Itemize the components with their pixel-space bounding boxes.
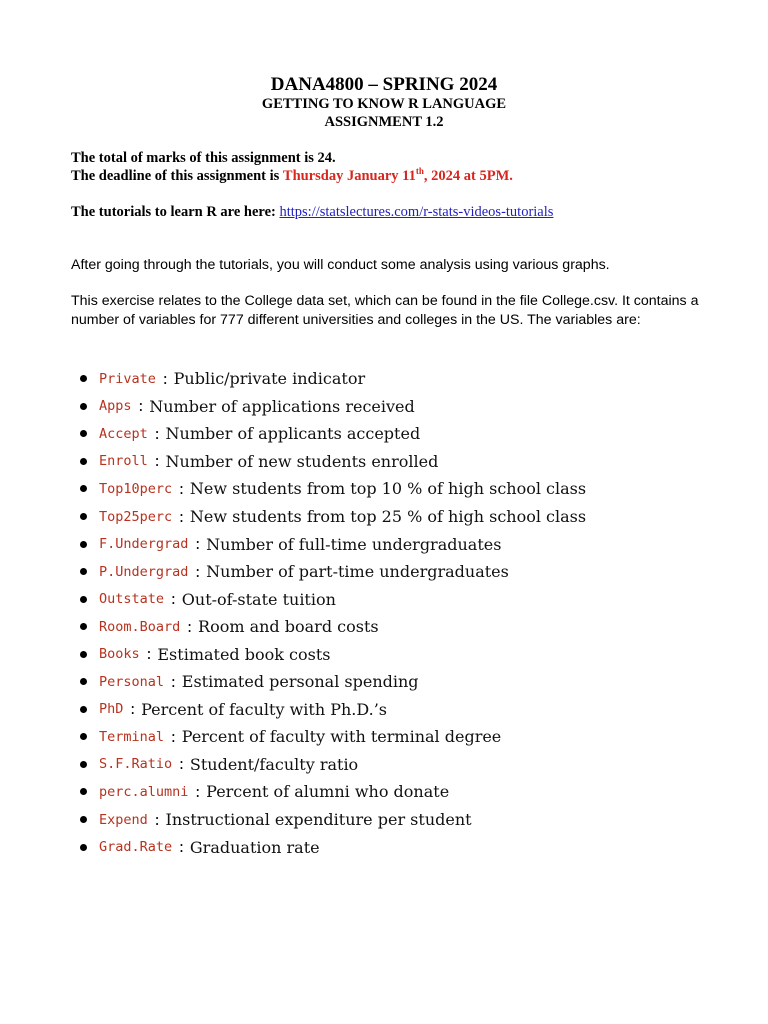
bullet-icon xyxy=(80,568,87,575)
variable-item xyxy=(80,558,586,586)
variable-item xyxy=(80,751,586,779)
variable-name: Accept xyxy=(99,425,148,442)
variable-name: Private xyxy=(99,370,156,387)
variable-name: PhD xyxy=(99,701,124,718)
separator: : xyxy=(187,616,193,636)
bullet-icon xyxy=(80,816,87,823)
deadline-ordinal: th xyxy=(415,166,424,176)
variable-item xyxy=(80,613,586,641)
variable-name: P.Undergrad xyxy=(99,563,189,580)
separator: : xyxy=(146,644,152,664)
variable-name: Grad.Rate xyxy=(99,839,173,856)
variable-name: Expend xyxy=(99,811,148,828)
variable-description: Number of full-time undergraduates xyxy=(206,534,502,554)
marks-value: 24. xyxy=(317,150,336,166)
variable-name: F.Undergrad xyxy=(99,536,189,553)
variable-item xyxy=(80,393,586,421)
variable-name: Room.Board xyxy=(99,618,181,635)
marks-line xyxy=(71,149,336,167)
variable-item xyxy=(80,365,586,393)
separator: : xyxy=(171,589,176,609)
dataset-paragraph: This exercise relates to the College data set, which can be found in the file College.csv. It contains a number of variables for 777 different universities and colleges in the US. The variables are: xyxy=(71,293,699,328)
bullet-icon xyxy=(80,761,87,768)
separator: : xyxy=(162,368,168,388)
bullet-icon xyxy=(80,596,87,603)
variable-description: Instructional expenditure per student xyxy=(165,810,472,830)
variable-description: Number of part-time undergraduates xyxy=(206,562,509,582)
variable-name: Apps xyxy=(99,398,132,415)
variable-name: Enroll xyxy=(99,453,148,470)
bullet-icon xyxy=(80,733,87,740)
variable-item xyxy=(80,530,586,558)
separator: : xyxy=(195,534,201,554)
variable-description: Number of new students enrolled xyxy=(165,451,439,471)
bullet-icon xyxy=(80,678,87,685)
bullet-icon xyxy=(80,788,87,795)
bullet-icon xyxy=(80,623,87,630)
bullet-icon xyxy=(80,430,87,437)
variable-name: Personal xyxy=(99,673,165,690)
course-title: DANA4800 – SPRING 2024 xyxy=(270,74,498,95)
variable-item xyxy=(80,778,586,806)
deadline-date: Thursday January 11th, 2024 at 5PM. xyxy=(282,166,513,184)
variable-item xyxy=(80,448,586,476)
bullet-icon xyxy=(80,458,87,465)
variable-item xyxy=(80,640,586,668)
tutorials-line xyxy=(71,203,553,221)
separator: : xyxy=(154,809,160,829)
variable-list xyxy=(80,365,586,861)
variable-name: Outstate xyxy=(99,591,165,608)
tutorials-label: The tutorials to learn R are here: xyxy=(71,204,276,220)
variable-item xyxy=(80,475,586,503)
separator: : xyxy=(195,781,201,801)
variable-item xyxy=(80,420,586,448)
bullet-icon xyxy=(80,513,87,520)
bullet-icon xyxy=(80,844,87,851)
variable-description: Out-of-state tuition xyxy=(181,589,336,609)
bullet-icon xyxy=(80,375,87,382)
variable-name: Books xyxy=(99,646,140,663)
deadline-prefix: The deadline of this assignment is xyxy=(71,168,280,184)
variable-description: Room and board costs xyxy=(198,617,379,637)
variable-item xyxy=(80,833,586,861)
separator: : xyxy=(179,506,184,526)
separator: : xyxy=(195,561,201,581)
variable-description: Graduation rate xyxy=(189,837,320,857)
variable-description: Number of applications received xyxy=(149,396,415,416)
variable-description: Percent of alumni who donate xyxy=(206,782,450,802)
bullet-icon xyxy=(80,541,87,548)
variable-item xyxy=(80,696,586,724)
bullet-icon xyxy=(80,403,87,410)
variable-description: New students from top 25 % of high school class xyxy=(189,507,587,526)
deadline-line xyxy=(71,167,513,185)
variable-item xyxy=(80,806,586,834)
separator: : xyxy=(179,478,184,498)
separator: : xyxy=(130,699,136,719)
variable-description: Estimated book costs xyxy=(157,644,331,664)
variable-description: Percent of faculty with terminal degree xyxy=(181,727,502,747)
separator: : xyxy=(179,837,184,857)
variable-description: Percent of faculty with Ph.D.’s xyxy=(141,699,388,719)
separator: : xyxy=(171,726,176,746)
separator: : xyxy=(171,671,176,691)
separator: : xyxy=(138,396,144,416)
marks-prefix: The total of marks of this assignment is xyxy=(71,150,314,166)
separator: : xyxy=(154,423,160,443)
variable-item xyxy=(80,585,586,613)
variable-description: Estimated personal spending xyxy=(181,672,419,692)
separator: : xyxy=(179,754,184,774)
variable-item xyxy=(80,723,586,751)
variable-name: Top10perc xyxy=(99,480,173,497)
variable-item xyxy=(80,503,586,531)
intro-paragraph: After going through the tutorials, you will conduct some analysis using various graphs. xyxy=(71,257,610,273)
variable-item xyxy=(80,668,586,696)
variable-name: Terminal xyxy=(99,728,165,745)
document-subtitle: GETTING TO KNOW R LANGUAGE xyxy=(261,96,507,112)
separator: : xyxy=(154,451,160,471)
tutorials-link[interactable]: https://statslectures.com/r-stats-videos-tutorials xyxy=(279,204,554,220)
bullet-icon xyxy=(80,485,87,492)
bullet-icon xyxy=(80,706,87,713)
assignment-number: ASSIGNMENT 1.2 xyxy=(324,114,444,130)
variable-description: Public/private indicator xyxy=(173,369,366,389)
variable-description: Student/faculty ratio xyxy=(189,754,359,774)
variable-description: Number of applicants accepted xyxy=(165,424,421,444)
variable-name: Top25perc xyxy=(99,508,173,525)
variable-description: New students from top 10 % of high school class xyxy=(189,479,587,499)
bullet-icon xyxy=(80,651,87,658)
variable-name: perc.alumni xyxy=(99,783,189,800)
variable-name: S.F.Ratio xyxy=(99,756,173,773)
